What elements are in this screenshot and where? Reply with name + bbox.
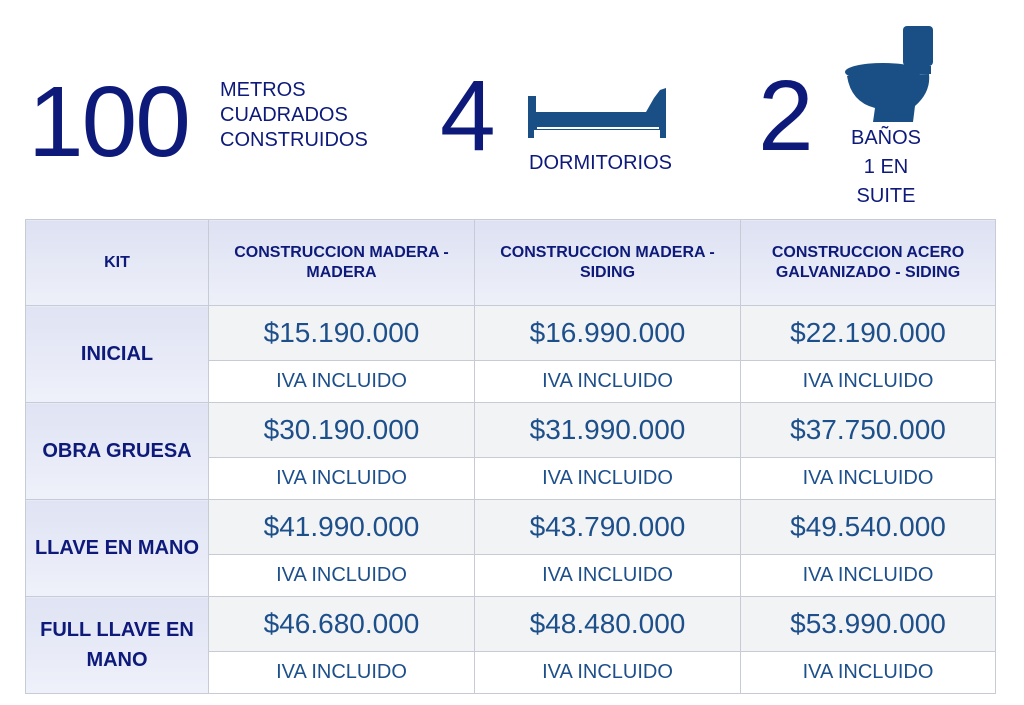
- iva-note: IVA INCLUIDO: [741, 458, 996, 500]
- bedrooms-label: DORMITORIOS: [529, 152, 672, 174]
- table-row: [26, 403, 996, 458]
- bathrooms-label-line: SUITE: [856, 185, 916, 207]
- iva-note: IVA INCLUIDO: [209, 652, 475, 694]
- price-cell: $31.990.000: [475, 403, 741, 458]
- row-label: OBRA GRUESA: [26, 403, 209, 500]
- header-kit: KIT: [26, 220, 209, 306]
- iva-note: IVA INCLUIDO: [209, 361, 475, 403]
- price-cell: $37.750.000: [741, 403, 996, 458]
- iva-note: IVA INCLUIDO: [475, 361, 741, 403]
- price-cell: $49.540.000: [741, 500, 996, 555]
- iva-note: IVA INCLUIDO: [475, 555, 741, 597]
- table-row: [26, 306, 996, 361]
- table-row: [26, 597, 996, 652]
- bed-icon: [528, 86, 666, 140]
- iva-note: IVA INCLUIDO: [209, 458, 475, 500]
- iva-note: IVA INCLUIDO: [741, 361, 996, 403]
- header-madera-siding: CONSTRUCCION MADERA - SIDING: [475, 220, 741, 306]
- row-label: LLAVE EN MANO: [26, 500, 209, 597]
- table-row: [26, 500, 996, 555]
- price-cell: $41.990.000: [209, 500, 475, 555]
- row-label: INICIAL: [26, 306, 209, 403]
- price-cell: $15.190.000: [209, 306, 475, 361]
- price-cell: $48.480.000: [475, 597, 741, 652]
- bathrooms-label-line: 1 EN: [863, 156, 909, 178]
- bathrooms-label: [838, 124, 934, 211]
- bathrooms-number: 2: [758, 60, 812, 172]
- price-cell: $53.990.000: [741, 597, 996, 652]
- area-label: [220, 78, 368, 153]
- price-cell: $16.990.000: [475, 306, 741, 361]
- area-label-line: CUADRADOS: [220, 104, 348, 126]
- price-table: [25, 219, 996, 694]
- area-label-line: CONSTRUIDOS: [220, 129, 368, 151]
- header-madera-madera: CONSTRUCCION MADERA - MADERA: [209, 220, 475, 306]
- iva-note: IVA INCLUIDO: [475, 458, 741, 500]
- area-label-line: METROS: [220, 79, 306, 101]
- iva-note: IVA INCLUIDO: [209, 555, 475, 597]
- iva-note: IVA INCLUIDO: [475, 652, 741, 694]
- price-cell: $43.790.000: [475, 500, 741, 555]
- header-acero-siding: CONSTRUCCION ACERO GALVANIZADO - SIDING: [741, 220, 996, 306]
- row-label: FULL LLAVE EN MANO: [26, 597, 209, 694]
- iva-note: IVA INCLUIDO: [741, 652, 996, 694]
- price-cell: $22.190.000: [741, 306, 996, 361]
- price-cell: $30.190.000: [209, 403, 475, 458]
- iva-note: IVA INCLUIDO: [741, 555, 996, 597]
- bedrooms-number: 4: [440, 60, 494, 172]
- bathrooms-label-line: BAÑOS: [850, 127, 922, 149]
- table-header-row: [26, 220, 996, 306]
- price-cell: $46.680.000: [209, 597, 475, 652]
- area-number: 100: [28, 66, 189, 178]
